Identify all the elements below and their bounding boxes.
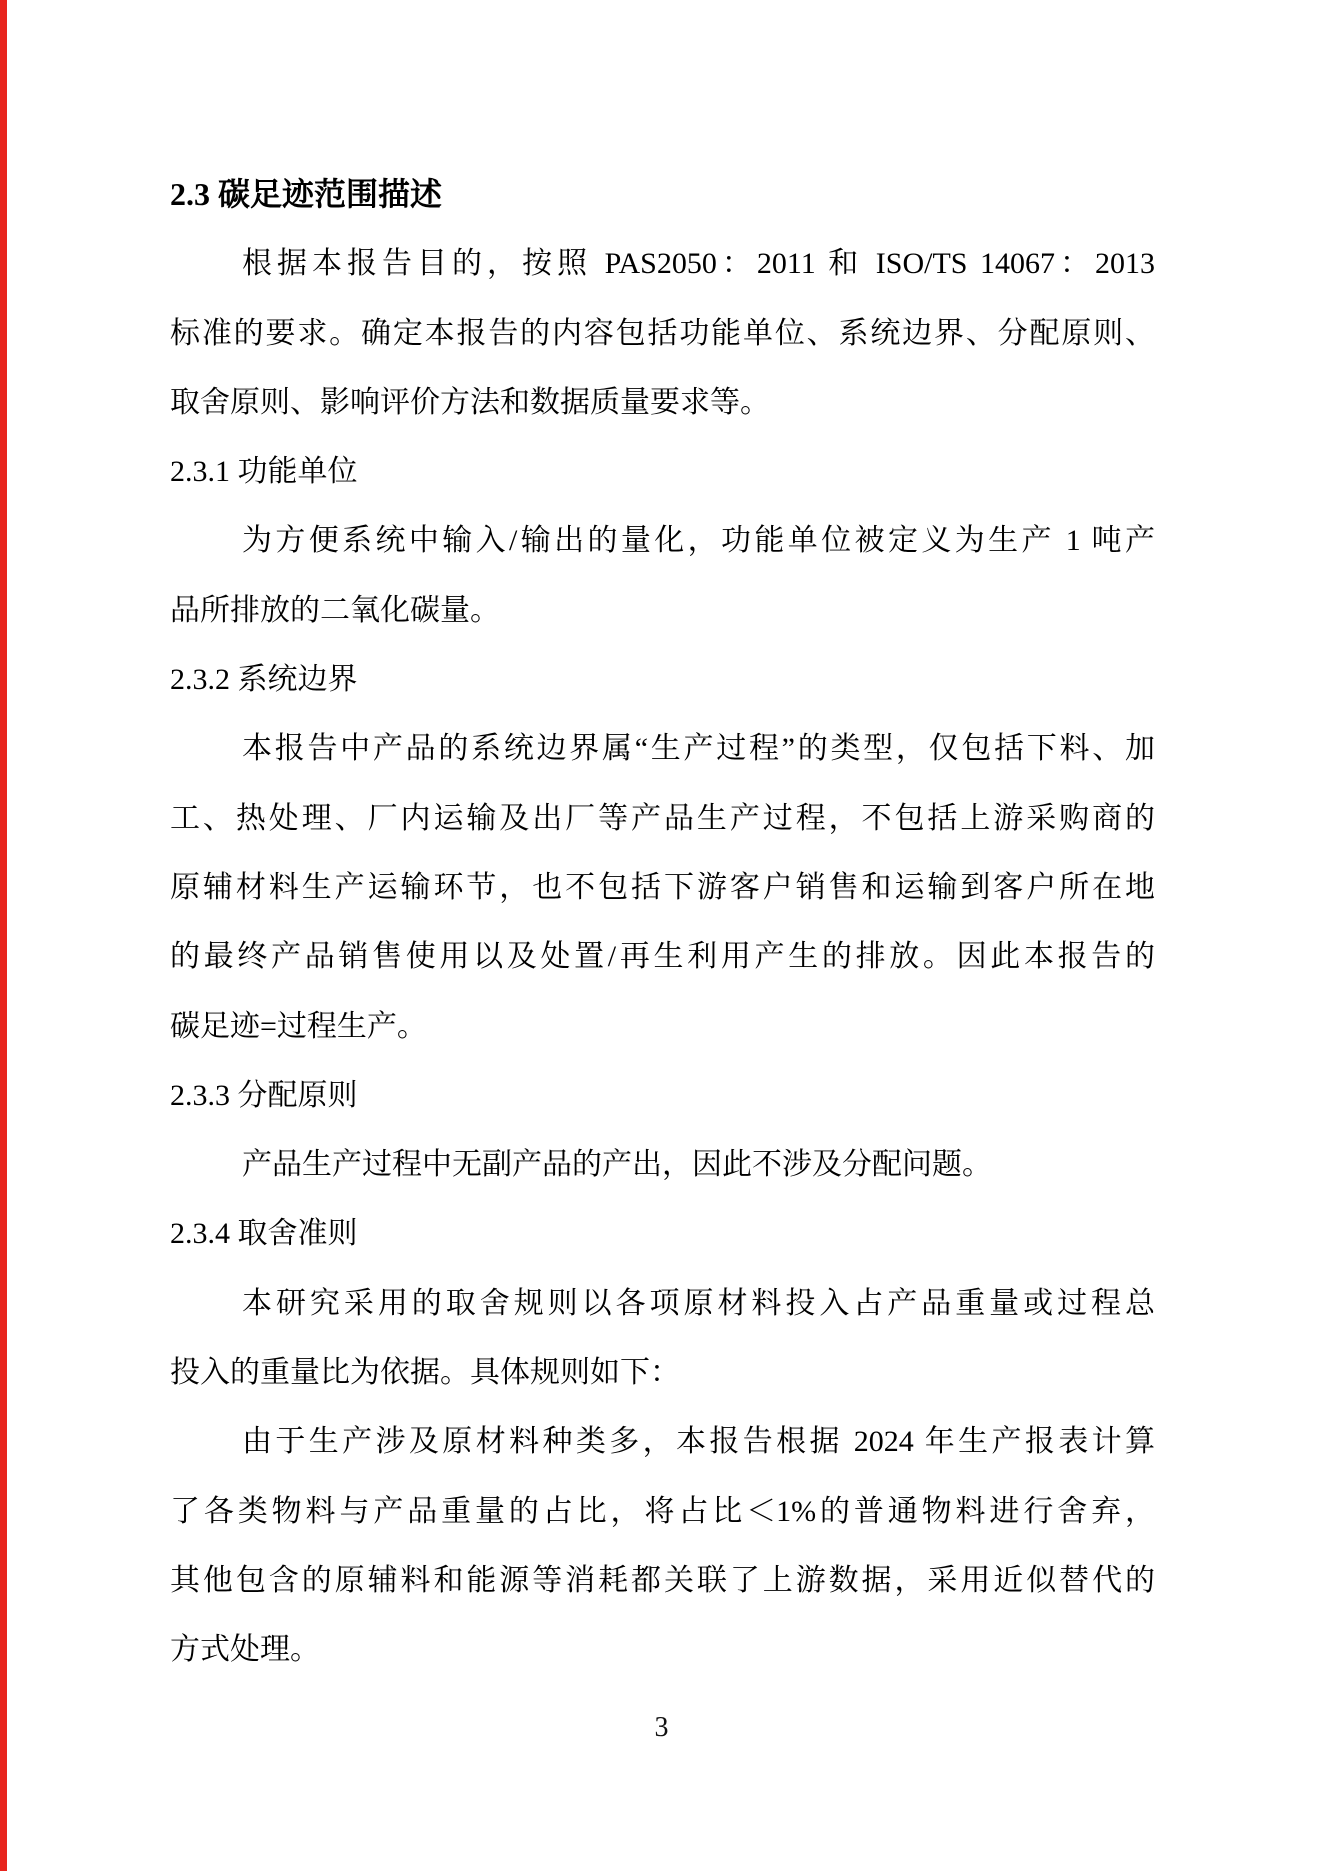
section-heading-2-3-3: 2.3.3 分配原则 [170,1078,358,1112]
paragraph-line: 投入的重量比为依据。具体规则如下： [170,1356,680,1390]
paragraph-line: 本研究采用的取舍规则以各项原材料投入占产品重量或过程总 [242,1286,1155,1320]
paragraph-line: 了各类物料与产品重量的占比，将占比＜1%的普通物料进行舍弃， [170,1494,1155,1528]
section-heading-2-3-4: 2.3.4 取舍准则 [170,1217,358,1251]
section-heading-2-3: 2.3 碳足迹范围描述 [170,176,443,212]
paragraph-line: 由于生产涉及原材料种类多，本报告根据 2024 年生产报表计算 [242,1425,1155,1459]
paragraph-line: 品所排放的二氧化碳量。 [170,593,500,627]
paragraph-line: 原辅材料生产运输环节，也不包括下游客户销售和运输到客户所在地 [170,870,1155,904]
section-heading-2-3-1: 2.3.1 功能单位 [170,455,358,489]
paragraph-line: 工、热处理、厂内运输及出厂等产品生产过程，不包括上游采购商的 [170,801,1155,835]
paragraph-line: 方式处理。 [170,1633,320,1667]
paragraph-line: 本报告中产品的系统边界属“生产过程”的类型，仅包括下料、加 [242,732,1155,766]
paragraph-line: 为方便系统中输入/输出的量化，功能单位被定义为生产 1 吨产 [242,524,1155,558]
paragraph-line: 其他包含的原辅料和能源等消耗都关联了上游数据，采用近似替代的 [170,1563,1155,1597]
section-heading-2-3-2: 2.3.2 系统边界 [170,663,358,697]
paragraph-line: 标准的要求。确定本报告的内容包括功能单位、系统边界、分配原则、 [170,316,1155,350]
paragraph-line: 产品生产过程中无副产品的产出，因此不涉及分配问题。 [242,1148,992,1182]
page-number: 3 [654,1712,669,1743]
paragraph-line: 碳足迹=过程生产。 [170,1009,427,1043]
paragraph-line: 根据本报告目的，按照 PAS2050：2011 和 ISO/TS 14067：2013 [242,247,1155,281]
paragraph-line: 取舍原则、影响评价方法和数据质量要求等。 [170,385,770,419]
paragraph-line: 的最终产品销售使用以及处置/再生利用产生的排放。因此本报告的 [170,940,1155,974]
